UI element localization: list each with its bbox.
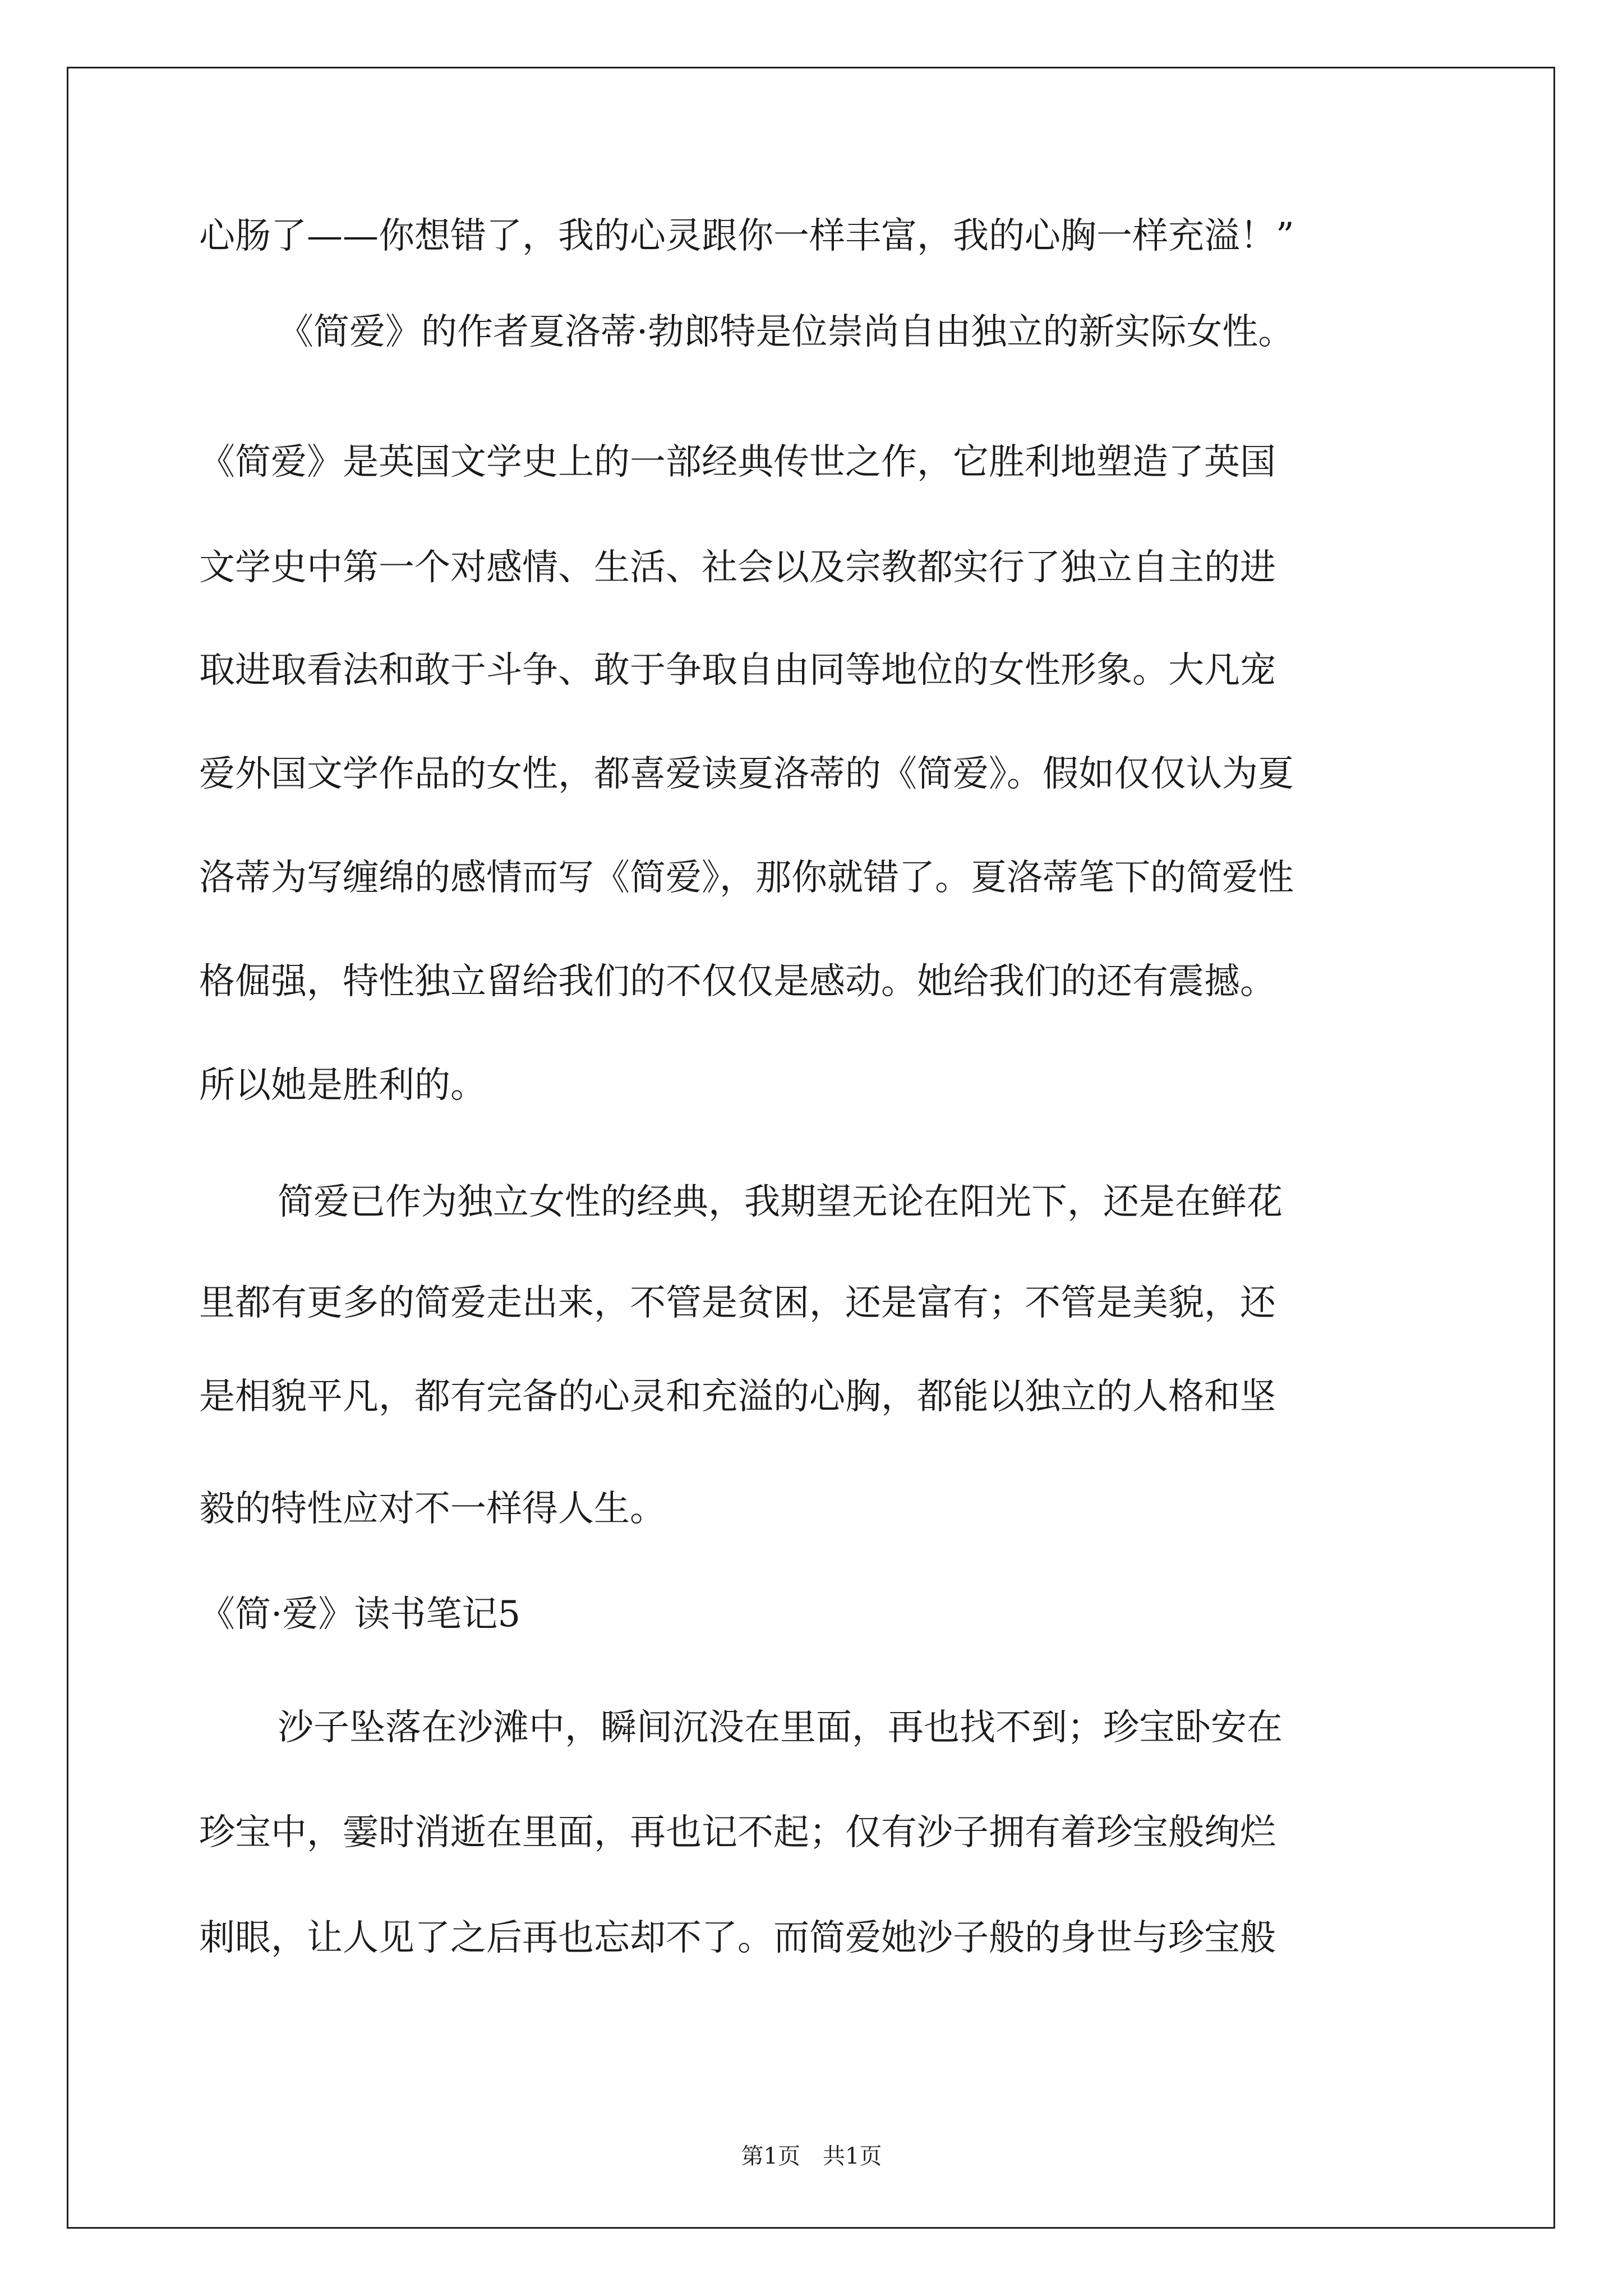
text-line: 格倔强，特性独立留给我们的不仅仅是感动。她给我们的还有震撼。: [199, 961, 1276, 1002]
text-line: 毅的特性应对不一样得人生。: [199, 1488, 666, 1530]
text-line: 文学史中第一个对感情、生活、社会以及宗教都实行了独立自主的进: [199, 547, 1276, 588]
text-line: 取进取看法和敢于斗争、敢于争取自由同等地位的女性形象。大凡宠: [199, 650, 1276, 691]
section-heading: 《简·爱》读书笔记5: [199, 1594, 521, 1635]
page-footer: 第1页 共1页: [741, 2143, 882, 2169]
text-line: 所以她是胜利的。: [199, 1065, 486, 1106]
text-line: 里都有更多的简爱走出来，不管是贫困，还是富有；不管是美貌，还: [199, 1282, 1276, 1324]
text-line: 洛蒂为写缠绵的感情而写《简爱》，那你就错了。夏洛蒂笔下的简爱性: [199, 857, 1294, 899]
text-line: 爱外国文学作品的女性，都喜爱读夏洛蒂的《简爱》。假如仅仅认为夏: [199, 753, 1294, 795]
paragraph-first-line: 简爱已作为独立女性的经典，我期望无论在阳光下，还是在鲜花: [278, 1181, 1283, 1223]
text-line: 心肠了——你想错了，我的心灵跟你一样丰富，我的心胸一样充溢！”: [199, 215, 1294, 257]
text-line: 珍宝中，霎时消逝在里面，再也记不起；仅有沙子拥有着珍宝般绚烂: [199, 1812, 1276, 1853]
paragraph-first-line: 《简爱》的作者夏洛蒂·勃郎特是位崇尚自由独立的新实际女性。: [278, 311, 1294, 353]
text-line: 《简爱》是英国文学史上的一部经典传世之作，它胜利地塑造了英国: [199, 441, 1276, 483]
text-line: 是相貌平凡，都有完备的心灵和充溢的心胸，都能以独立的人格和坚: [199, 1376, 1276, 1418]
paragraph-first-line: 沙子坠落在沙滩中，瞬间沉没在里面，再也找不到；珍宝卧安在: [278, 1707, 1283, 1749]
text-line: 刺眼，让人见了之后再也忘却不了。而简爱她沙子般的身世与珍宝般: [199, 1917, 1276, 1959]
page-border: [67, 67, 1555, 2229]
